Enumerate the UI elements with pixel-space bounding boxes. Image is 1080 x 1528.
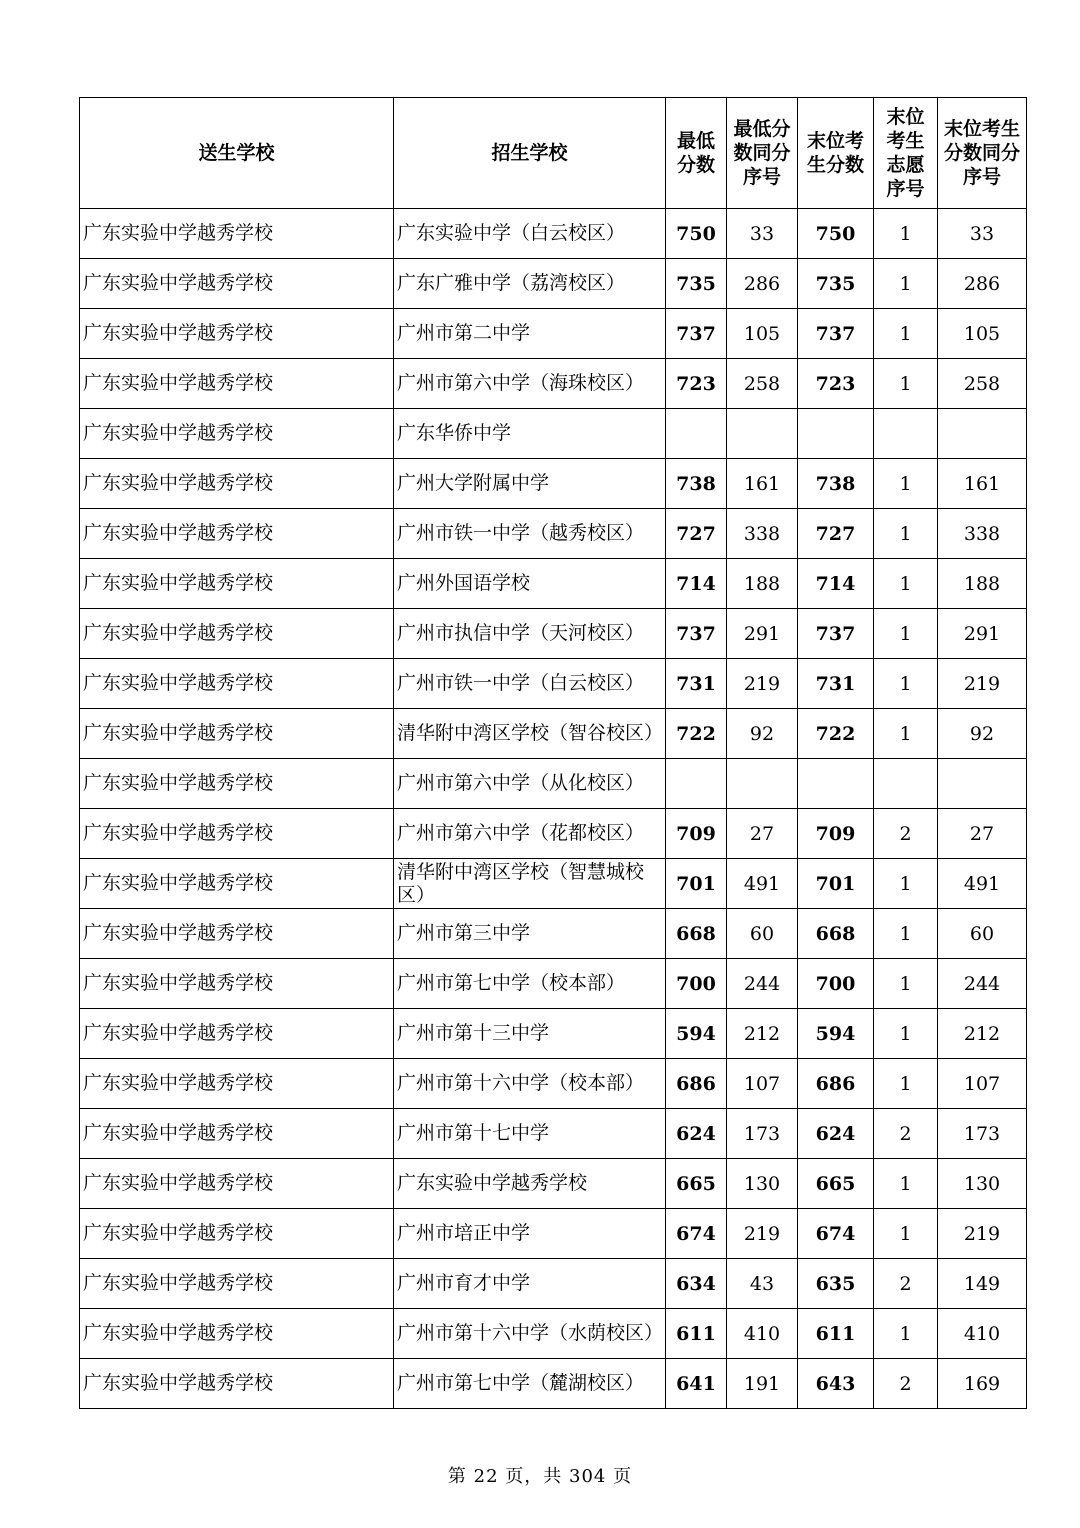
cell-min-same-rank: [727, 759, 798, 809]
cell-last-score: 737: [798, 609, 874, 659]
cell-recv-school: 广州市执信中学（天河校区）: [394, 609, 666, 659]
cell-recv-school: 清华附中湾区学校（智慧城校区）: [394, 859, 666, 909]
cell-send-school: 广东实验中学越秀学校: [80, 1009, 394, 1059]
cell-last-wish: 1: [874, 609, 938, 659]
table-row: [80, 759, 1027, 809]
cell-recv-school: 广东实验中学（白云校区）: [394, 209, 666, 259]
cell-recv-school: 广东华侨中学: [394, 409, 666, 459]
cell-last-wish: 1: [874, 209, 938, 259]
cell-min-same-rank: 188: [727, 559, 798, 609]
cell-send-school: 广东实验中学越秀学校: [80, 1359, 394, 1409]
cell-last-same-rank: 188: [938, 559, 1027, 609]
header-last-score: 末位考 生分数: [798, 98, 874, 209]
cell-last-score: 624: [798, 1109, 874, 1159]
cell-last-wish: 1: [874, 659, 938, 709]
cell-send-school: 广东实验中学越秀学校: [80, 259, 394, 309]
cell-last-score: 701: [798, 859, 874, 909]
cell-recv-school: 广州市第六中学（花都校区）: [394, 809, 666, 859]
table-row: [80, 259, 1027, 309]
cell-last-same-rank: 219: [938, 659, 1027, 709]
cell-last-same-rank: 130: [938, 1159, 1027, 1209]
cell-last-same-rank: [938, 409, 1027, 459]
cell-last-same-rank: 491: [938, 859, 1027, 909]
cell-min-score: 750: [666, 209, 727, 259]
header-recv-school: 招生学校: [394, 98, 666, 209]
cell-send-school: 广东实验中学越秀学校: [80, 459, 394, 509]
table-row: [80, 1209, 1027, 1259]
cell-last-score: 611: [798, 1309, 874, 1359]
cell-min-score: [666, 409, 727, 459]
cell-min-same-rank: 258: [727, 359, 798, 409]
cell-send-school: 广东实验中学越秀学校: [80, 509, 394, 559]
cell-min-same-rank: [727, 409, 798, 459]
cell-last-same-rank: 258: [938, 359, 1027, 409]
cell-recv-school: 广东广雅中学（荔湾校区）: [394, 259, 666, 309]
cell-last-score: [798, 759, 874, 809]
cell-send-school: 广东实验中学越秀学校: [80, 909, 394, 959]
cell-min-same-rank: 92: [727, 709, 798, 759]
table-row: [80, 1109, 1027, 1159]
cell-last-same-rank: 27: [938, 809, 1027, 859]
cell-min-score: 624: [666, 1109, 727, 1159]
cell-last-wish: 2: [874, 1259, 938, 1309]
cell-min-score: 738: [666, 459, 727, 509]
table-row: [80, 809, 1027, 859]
cell-min-score: 735: [666, 259, 727, 309]
cell-min-same-rank: 107: [727, 1059, 798, 1109]
header-last-same-rank: 末位考生 分数同分 序号: [938, 98, 1027, 209]
cell-min-same-rank: 161: [727, 459, 798, 509]
table-row: [80, 459, 1027, 509]
table-row: [80, 1059, 1027, 1109]
cell-last-score: 709: [798, 809, 874, 859]
cell-last-wish: 1: [874, 909, 938, 959]
cell-min-score: 634: [666, 1259, 727, 1309]
cell-min-score: 686: [666, 1059, 727, 1109]
cell-last-score: 722: [798, 709, 874, 759]
cell-min-score: 641: [666, 1359, 727, 1409]
cell-send-school: 广东实验中学越秀学校: [80, 859, 394, 909]
cell-last-wish: 1: [874, 709, 938, 759]
cell-last-score: 643: [798, 1359, 874, 1409]
cell-recv-school: 广州市铁一中学（越秀校区）: [394, 509, 666, 559]
cell-last-wish: 1: [874, 1309, 938, 1359]
table-row: [80, 859, 1027, 909]
table-row: [80, 709, 1027, 759]
cell-last-wish: 1: [874, 259, 938, 309]
cell-last-wish: 1: [874, 509, 938, 559]
cell-min-same-rank: 219: [727, 659, 798, 709]
header-min-same-rank: 最低分 数同分 序号: [727, 98, 798, 209]
cell-last-wish: 1: [874, 859, 938, 909]
table-row: [80, 609, 1027, 659]
header-last-wish: 末位 考生 志愿 序号: [874, 98, 938, 209]
cell-recv-school: 广州市培正中学: [394, 1209, 666, 1259]
cell-last-same-rank: 244: [938, 959, 1027, 1009]
cell-last-same-rank: 410: [938, 1309, 1027, 1359]
cell-min-score: 700: [666, 959, 727, 1009]
cell-min-score: 723: [666, 359, 727, 409]
table-row: [80, 1259, 1027, 1309]
cell-recv-school: 广东实验中学越秀学校: [394, 1159, 666, 1209]
cell-send-school: 广东实验中学越秀学校: [80, 359, 394, 409]
table-row: [80, 209, 1027, 259]
cell-send-school: 广东实验中学越秀学校: [80, 709, 394, 759]
table-row: [80, 959, 1027, 1009]
cell-min-same-rank: 60: [727, 909, 798, 959]
cell-last-wish: 2: [874, 809, 938, 859]
header-send-school: 送生学校: [80, 98, 394, 209]
cell-min-same-rank: 244: [727, 959, 798, 1009]
cell-last-same-rank: [938, 759, 1027, 809]
cell-last-score: 686: [798, 1059, 874, 1109]
cell-recv-school: 广州市第三中学: [394, 909, 666, 959]
cell-min-score: 737: [666, 309, 727, 359]
cell-min-same-rank: 491: [727, 859, 798, 909]
cell-recv-school: 广州市第二中学: [394, 309, 666, 359]
cell-last-score: 737: [798, 309, 874, 359]
cell-last-wish: [874, 409, 938, 459]
cell-min-score: 722: [666, 709, 727, 759]
cell-last-wish: [874, 759, 938, 809]
cell-recv-school: 广州市第六中学（海珠校区）: [394, 359, 666, 409]
cell-send-school: 广东实验中学越秀学校: [80, 559, 394, 609]
cell-send-school: 广东实验中学越秀学校: [80, 1259, 394, 1309]
table-row: [80, 559, 1027, 609]
cell-last-wish: 1: [874, 459, 938, 509]
cell-min-score: 674: [666, 1209, 727, 1259]
cell-last-same-rank: 60: [938, 909, 1027, 959]
cell-send-school: 广东实验中学越秀学校: [80, 809, 394, 859]
cell-last-same-rank: 92: [938, 709, 1027, 759]
cell-recv-school: 广州市第十七中学: [394, 1109, 666, 1159]
cell-last-same-rank: 338: [938, 509, 1027, 559]
cell-send-school: 广东实验中学越秀学校: [80, 309, 394, 359]
cell-last-score: 714: [798, 559, 874, 609]
cell-send-school: 广东实验中学越秀学校: [80, 1209, 394, 1259]
cell-last-wish: 1: [874, 1009, 938, 1059]
cell-recv-school: 广州市第七中学（麓湖校区）: [394, 1359, 666, 1409]
cell-recv-school: 广州市第六中学（从化校区）: [394, 759, 666, 809]
cell-last-same-rank: 286: [938, 259, 1027, 309]
cell-last-score: 727: [798, 509, 874, 559]
table-row: [80, 909, 1027, 959]
cell-last-wish: 1: [874, 959, 938, 1009]
cell-send-school: 广东实验中学越秀学校: [80, 959, 394, 1009]
cell-recv-school: 广州市第七中学（校本部）: [394, 959, 666, 1009]
cell-min-score: 714: [666, 559, 727, 609]
cell-min-score: 665: [666, 1159, 727, 1209]
table-row: [80, 659, 1027, 709]
cell-recv-school: 广州市第十三中学: [394, 1009, 666, 1059]
cell-last-score: 738: [798, 459, 874, 509]
cell-last-same-rank: 173: [938, 1109, 1027, 1159]
cell-last-wish: 1: [874, 559, 938, 609]
cell-send-school: 广东实验中学越秀学校: [80, 1109, 394, 1159]
cell-min-same-rank: 286: [727, 259, 798, 309]
cell-min-score: 668: [666, 909, 727, 959]
cell-last-score: 674: [798, 1209, 874, 1259]
cell-min-same-rank: 338: [727, 509, 798, 559]
cell-min-same-rank: 219: [727, 1209, 798, 1259]
cell-send-school: 广东实验中学越秀学校: [80, 209, 394, 259]
cell-last-same-rank: 107: [938, 1059, 1027, 1109]
cell-last-score: 723: [798, 359, 874, 409]
cell-send-school: 广东实验中学越秀学校: [80, 1309, 394, 1359]
table-row: [80, 509, 1027, 559]
cell-min-score: 701: [666, 859, 727, 909]
cell-recv-school: 广州市第十六中学（水荫校区）: [394, 1309, 666, 1359]
cell-min-score: 737: [666, 609, 727, 659]
cell-min-score: [666, 759, 727, 809]
cell-min-same-rank: 105: [727, 309, 798, 359]
cell-min-same-rank: 191: [727, 1359, 798, 1409]
admission-table: [79, 97, 1027, 1409]
cell-min-score: 611: [666, 1309, 727, 1359]
cell-recv-school: 广州大学附属中学: [394, 459, 666, 509]
cell-last-same-rank: 33: [938, 209, 1027, 259]
cell-min-same-rank: 130: [727, 1159, 798, 1209]
cell-recv-school: 广州外国语学校: [394, 559, 666, 609]
cell-last-same-rank: 291: [938, 609, 1027, 659]
cell-send-school: 广东实验中学越秀学校: [80, 1159, 394, 1209]
cell-last-score: 594: [798, 1009, 874, 1059]
table-row: [80, 359, 1027, 409]
cell-min-same-rank: 43: [727, 1259, 798, 1309]
cell-last-same-rank: 169: [938, 1359, 1027, 1409]
cell-last-same-rank: 161: [938, 459, 1027, 509]
cell-last-same-rank: 212: [938, 1009, 1027, 1059]
table-row: [80, 409, 1027, 459]
cell-recv-school: 广州市第十六中学（校本部）: [394, 1059, 666, 1109]
cell-min-score: 709: [666, 809, 727, 859]
cell-min-score: 594: [666, 1009, 727, 1059]
table-row: [80, 1359, 1027, 1409]
cell-last-same-rank: 219: [938, 1209, 1027, 1259]
cell-last-wish: 2: [874, 1109, 938, 1159]
cell-last-same-rank: 105: [938, 309, 1027, 359]
page-footer: 第 22 页，共 304 页: [447, 1466, 633, 1487]
header-min-score: 最低 分数: [666, 98, 727, 209]
cell-send-school: 广东实验中学越秀学校: [80, 409, 394, 459]
cell-last-score: 665: [798, 1159, 874, 1209]
cell-last-wish: 1: [874, 1159, 938, 1209]
cell-last-wish: 1: [874, 359, 938, 409]
cell-min-same-rank: 27: [727, 809, 798, 859]
cell-send-school: 广东实验中学越秀学校: [80, 759, 394, 809]
cell-last-wish: 1: [874, 1059, 938, 1109]
table-row: [80, 1159, 1027, 1209]
table-row: [80, 309, 1027, 359]
cell-min-same-rank: 173: [727, 1109, 798, 1159]
table-row: [80, 1009, 1027, 1059]
cell-last-score: 668: [798, 909, 874, 959]
header-row: [80, 98, 1027, 209]
cell-last-score: 635: [798, 1259, 874, 1309]
cell-min-score: 731: [666, 659, 727, 709]
cell-last-wish: 2: [874, 1359, 938, 1409]
cell-min-same-rank: 33: [727, 209, 798, 259]
cell-recv-school: 广州市铁一中学（白云校区）: [394, 659, 666, 709]
cell-last-score: 731: [798, 659, 874, 709]
cell-send-school: 广东实验中学越秀学校: [80, 609, 394, 659]
cell-last-score: 750: [798, 209, 874, 259]
cell-last-wish: 1: [874, 1209, 938, 1259]
cell-last-same-rank: 149: [938, 1259, 1027, 1309]
cell-min-same-rank: 410: [727, 1309, 798, 1359]
cell-min-same-rank: 291: [727, 609, 798, 659]
cell-last-wish: 1: [874, 309, 938, 359]
cell-last-score: 735: [798, 259, 874, 309]
table-row: [80, 1309, 1027, 1359]
cell-send-school: 广东实验中学越秀学校: [80, 659, 394, 709]
cell-send-school: 广东实验中学越秀学校: [80, 1059, 394, 1109]
cell-min-score: 727: [666, 509, 727, 559]
cell-last-score: 700: [798, 959, 874, 1009]
cell-recv-school: 清华附中湾区学校（智谷校区）: [394, 709, 666, 759]
cell-min-same-rank: 212: [727, 1009, 798, 1059]
table-body: [80, 209, 1027, 1409]
cell-last-score: [798, 409, 874, 459]
cell-recv-school: 广州市育才中学: [394, 1259, 666, 1309]
